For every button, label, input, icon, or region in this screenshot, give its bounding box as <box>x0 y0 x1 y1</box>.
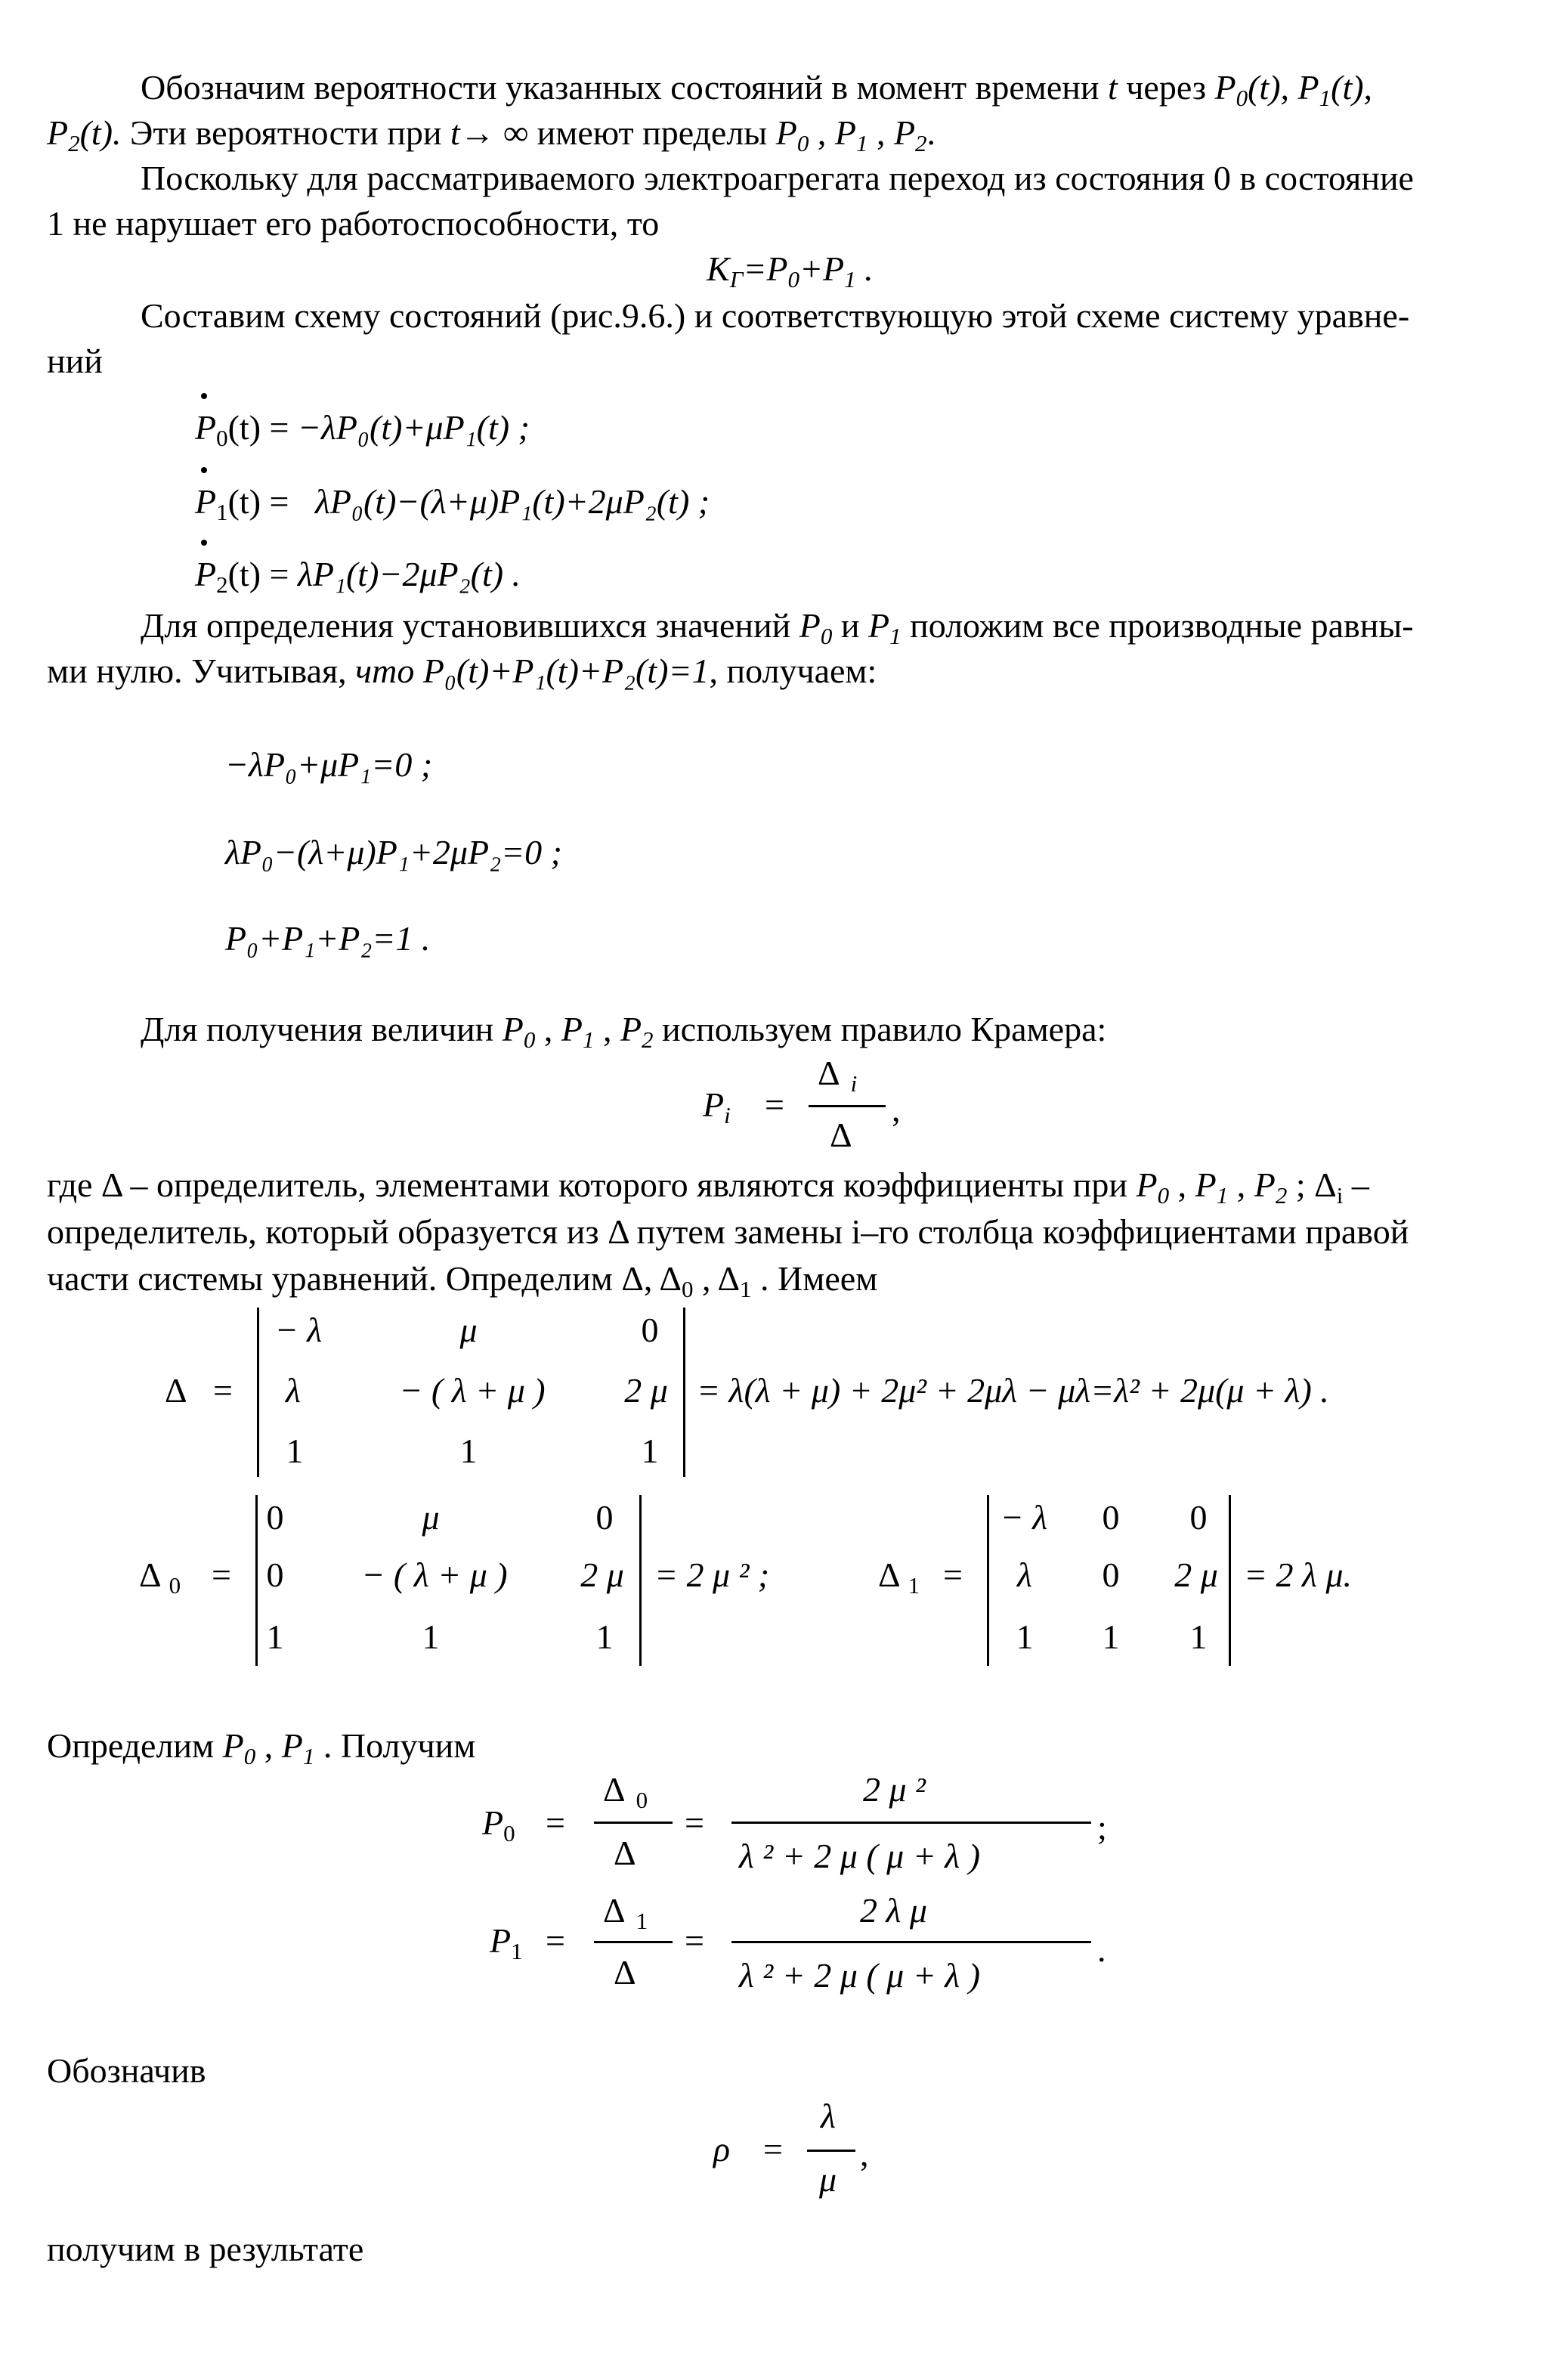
rho-eq: = <box>763 2130 783 2168</box>
sep: , <box>1228 1165 1254 1204</box>
sub: 1 <box>302 1743 315 1769</box>
det0-eq: = <box>212 1555 231 1594</box>
alg-line-2: P₀+P₁+P₂=1 . <box>225 919 431 958</box>
det0-cell: 1 <box>266 1617 284 1656</box>
var-t: t <box>450 113 460 152</box>
text: . <box>926 113 936 152</box>
det1-label <box>878 1554 920 1607</box>
rhs: λP₀(t)−(λ+μ)P₁(t)+2μP₂(t) ; <box>314 482 710 521</box>
det-main-cell: μ <box>459 1311 478 1349</box>
det0-result: = 2 μ ² ; <box>654 1555 770 1594</box>
sub: 0 <box>787 266 799 293</box>
det1-result: = 2 λ μ. <box>1244 1555 1353 1594</box>
text: через <box>1117 68 1215 107</box>
para6-line3 <box>47 1258 877 1311</box>
sub: 1 <box>844 266 856 293</box>
sub: 0 <box>243 1743 256 1769</box>
var-p: P <box>195 482 217 521</box>
para9: получим в результате <box>47 2230 364 2268</box>
det1-cell: 0 <box>1102 1555 1120 1594</box>
arg: (t) = <box>227 482 289 521</box>
sep: , <box>868 113 894 152</box>
text: ми нулю. Учитывая, <box>47 652 356 690</box>
p1-n1 <box>603 1890 648 1942</box>
fraction-bar <box>731 1941 1091 1943</box>
var-p: P <box>502 1010 524 1048</box>
text: , Δ <box>693 1259 741 1298</box>
sub: 2 <box>216 571 228 598</box>
text: . Получим <box>314 1726 476 1765</box>
text: что <box>355 652 423 690</box>
para2-line1: Поскольку для рассматриваемого электроагрегата переход из состояния 0 в состояние <box>141 159 1414 197</box>
det0-cell: 0 <box>595 1498 614 1537</box>
var-p: P <box>834 113 856 152</box>
sub: 0 <box>216 425 228 451</box>
sub: 0 <box>796 130 809 156</box>
var-arg: (t), <box>1248 68 1298 107</box>
det0-cell: − ( λ + μ ) <box>361 1555 508 1594</box>
sub: 1 <box>511 1938 523 1964</box>
p1-eq2: = <box>685 1921 704 1960</box>
det1-eq: = <box>943 1555 963 1594</box>
kg-formula <box>707 248 874 301</box>
text: . <box>855 249 874 288</box>
delta: Δ <box>603 1770 626 1809</box>
det-main-cell: 2 μ <box>624 1371 668 1410</box>
sub: i <box>850 1070 858 1097</box>
text: Определим <box>47 1726 223 1765</box>
fraction-bar <box>594 1941 673 1943</box>
fraction-bar <box>809 1105 886 1107</box>
det1-cell: 1 <box>1102 1617 1120 1656</box>
det1-left-bar <box>987 1495 989 1666</box>
det1-cell: 1 <box>1016 1617 1034 1656</box>
var-p: P <box>490 1921 512 1960</box>
sub: i <box>1336 1182 1344 1209</box>
det-main-cell: 1 <box>459 1432 478 1470</box>
sub: 1 <box>1319 85 1331 111</box>
var-k: K <box>707 249 730 288</box>
sub: 0 <box>681 1276 694 1302</box>
text: положим все производные равны- <box>901 606 1414 645</box>
p1-eq1: = <box>546 1921 565 1960</box>
var-p: P <box>775 113 797 152</box>
para3-line2: ний <box>47 342 103 380</box>
fraction-bar <box>731 1822 1091 1824</box>
equation: P₀(t)+P₁(t)+P₂(t)=1 <box>422 652 710 690</box>
sub: 2 <box>642 1026 654 1053</box>
delta: Δ <box>603 1891 626 1930</box>
var-p: P <box>703 1085 725 1124</box>
sub: 1 <box>908 1572 920 1599</box>
text: Обозначим вероятности указанных состояний в момент времени <box>141 68 1109 107</box>
alg-line-0: −λP₀+μP₁=0 ; <box>225 745 433 784</box>
rho-lhs: ρ <box>713 2130 731 2168</box>
det-main-cell: 1 <box>641 1432 659 1470</box>
p0-lhs <box>482 1802 515 1855</box>
var-p: P <box>1214 68 1236 107</box>
sub: 1 <box>855 130 868 156</box>
var-p: P <box>1254 1165 1276 1204</box>
cramer-comma: , <box>892 1090 901 1128</box>
text: +P <box>799 249 845 288</box>
text: части системы уравнений. Определим Δ, Δ <box>47 1259 682 1298</box>
sub: 0 <box>169 1572 181 1599</box>
det-main-cell: − λ <box>274 1311 323 1349</box>
p1-den: λ ² + 2 μ ( μ + λ ) <box>739 1956 981 1995</box>
var-p: P <box>561 1010 583 1048</box>
sep: , <box>809 113 835 152</box>
p0-den: λ ² + 2 μ ( μ + λ ) <box>739 1837 981 1875</box>
det-main-cell: 1 <box>286 1432 304 1470</box>
sub: 1 <box>889 623 902 649</box>
var-p: P <box>893 113 916 152</box>
text: имеют пределы <box>528 113 776 152</box>
var-p: P <box>1136 1165 1158 1204</box>
text: где Δ – определитель, элементами которого являются коэффициенты при <box>47 1165 1137 1204</box>
para2-line2: 1 не нарушает его работоспособности, то <box>47 204 660 243</box>
text: Эти вероятности при <box>121 113 451 152</box>
para6-line1 <box>47 1164 1369 1217</box>
det-main-label: Δ <box>165 1371 187 1410</box>
sub: 1 <box>1216 1182 1229 1209</box>
sep: , <box>535 1010 561 1048</box>
det1-cell: − λ <box>1000 1498 1048 1537</box>
derivative-dot <box>201 540 207 546</box>
sub: 2 <box>915 130 927 156</box>
derivative-dot <box>201 393 207 399</box>
var-arg: (t), <box>1331 68 1373 107</box>
rho-num: λ <box>821 2097 836 2135</box>
var-arg: (t). <box>79 113 122 152</box>
rhs: −λP₀(t)+μP₁(t) ; <box>297 408 530 447</box>
para5 <box>141 1008 1106 1061</box>
para8: Обозначив <box>47 2051 206 2090</box>
limit-arrow: → ∞ <box>459 113 529 152</box>
delta: Δ <box>878 1555 901 1594</box>
p1-d1: Δ <box>614 1953 636 1992</box>
ode-line-0 <box>195 407 530 460</box>
sub: 0 <box>820 623 833 649</box>
det1-cell: 0 <box>1102 1498 1120 1537</box>
det0-cell: 1 <box>595 1617 614 1656</box>
text: , получаем: <box>709 652 877 690</box>
sub: 1 <box>740 1276 752 1302</box>
det-main-cell: 0 <box>641 1311 659 1349</box>
det1-cell: 1 <box>1189 1617 1208 1656</box>
arg: (t) = <box>227 408 289 447</box>
para6-line2: определитель, который образуется из Δ путем замены i–го столбца коэффициентами правой <box>47 1212 1409 1251</box>
var-p: P <box>799 606 821 645</box>
cramer-num <box>818 1052 857 1105</box>
det-main-cell: λ <box>286 1371 301 1410</box>
sub: 2 <box>1275 1182 1288 1209</box>
det0-right-bar <box>639 1495 642 1666</box>
sub: 1 <box>636 1908 648 1934</box>
var-p: P <box>482 1803 504 1842</box>
var-p: P <box>222 1726 244 1765</box>
sub: Г <box>729 266 744 293</box>
det0-cell: μ <box>422 1498 440 1537</box>
det1-cell: λ <box>1017 1555 1032 1594</box>
delta: Δ <box>818 1054 840 1092</box>
det0-cell: 2 μ <box>580 1555 624 1594</box>
det-main-eq: = <box>213 1371 233 1410</box>
sep: , <box>594 1010 620 1048</box>
det-main-cell: − ( λ + μ ) <box>399 1371 546 1410</box>
sub: 0 <box>503 1820 515 1846</box>
rho-den: μ <box>819 2160 837 2199</box>
delta: Δ <box>139 1555 162 1594</box>
p1-num: 2 λ μ <box>860 1891 928 1930</box>
var-p: P <box>1195 1165 1217 1204</box>
fraction-bar <box>807 2150 855 2152</box>
p0-eq2: = <box>685 1803 704 1842</box>
para4-line2 <box>47 650 877 692</box>
text: . Имеем <box>751 1259 878 1298</box>
ode-line-1 <box>195 481 710 534</box>
p0-eq1: = <box>546 1803 565 1842</box>
ode-line-2 <box>195 553 521 606</box>
var-p: P <box>195 555 217 593</box>
det0-label <box>139 1554 181 1607</box>
sep: , <box>255 1726 282 1765</box>
text: Для определения установившихся значений <box>141 606 799 645</box>
fraction-bar <box>594 1822 673 1824</box>
text: – <box>1343 1165 1369 1204</box>
arg: (t) = <box>227 555 289 593</box>
var-p: P <box>47 113 69 152</box>
var-p: P <box>868 606 890 645</box>
det1-cell: 2 μ <box>1174 1555 1218 1594</box>
derivative-dot <box>201 467 207 473</box>
det-main-right-bar <box>683 1308 685 1477</box>
sub: 2 <box>68 130 80 156</box>
sub: 1 <box>582 1026 595 1053</box>
det0-cell: 0 <box>266 1555 284 1594</box>
det-main-left-bar <box>257 1308 259 1477</box>
sub: 0 <box>1236 85 1248 111</box>
var-p: P <box>195 408 217 447</box>
p0-num: 2 μ ² <box>863 1770 926 1809</box>
var-p: P <box>1297 68 1319 107</box>
rhs: λP₁(t)−2μP₂(t) . <box>297 555 521 593</box>
det-main-result: = λ(λ + μ) + 2μ² + 2μλ − μλ=λ² + 2μ(μ + λ) . <box>697 1371 1329 1410</box>
det0-left-bar <box>255 1495 258 1666</box>
text: =P <box>743 249 788 288</box>
cramer-p <box>703 1084 731 1137</box>
sub: 0 <box>636 1787 648 1813</box>
cramer-den: Δ <box>830 1116 852 1154</box>
det0-cell: 0 <box>266 1498 284 1537</box>
cramer-eq: = <box>765 1085 784 1124</box>
var-p: P <box>620 1010 642 1048</box>
para7 <box>47 1725 475 1778</box>
rho-comma: , <box>860 2134 869 2173</box>
p0-end: ; <box>1097 1808 1107 1846</box>
p1-lhs <box>490 1920 523 1973</box>
sub: 1 <box>216 499 228 525</box>
sub: 0 <box>1157 1182 1170 1209</box>
para3-line1: Составим схему состояний (рис.9.6.) и соответствующую этой схеме систему уравне- <box>141 296 1410 335</box>
sep: , <box>1169 1165 1195 1204</box>
det0-cell: 1 <box>422 1617 440 1656</box>
p1-end: . <box>1097 1930 1106 1969</box>
det1-cell: 0 <box>1189 1498 1208 1537</box>
p0-d1: Δ <box>614 1834 636 1872</box>
alg-line-1: λP₀−(λ+μ)P₁+2μP₂=0 ; <box>225 833 562 871</box>
sub: i <box>724 1102 731 1128</box>
p0-n1 <box>603 1769 648 1822</box>
text: и <box>832 606 868 645</box>
sub: 0 <box>523 1026 536 1053</box>
text: ; Δ <box>1287 1165 1337 1204</box>
text: используем правило Крамера: <box>653 1010 1107 1048</box>
var-p: P <box>281 1726 303 1765</box>
text: Для получения величин <box>141 1010 503 1048</box>
var-t: t <box>1108 68 1118 107</box>
